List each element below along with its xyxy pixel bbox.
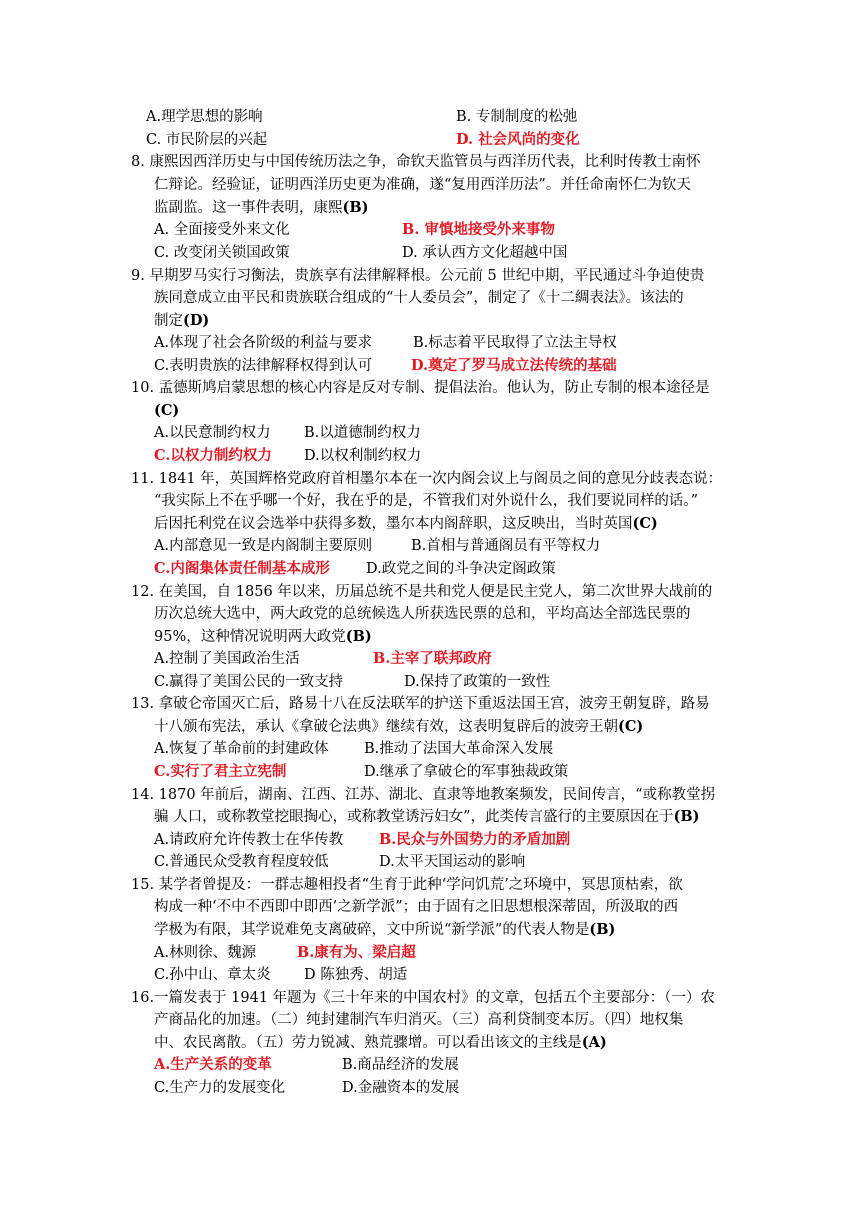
option-b: B. 专制制度的松弛: [456, 109, 578, 125]
option-b-correct: B.民众与外国势力的矛盾加剧: [379, 831, 571, 848]
option-b-correct: B.康有为、梁启超: [297, 944, 416, 961]
option-a: A.请政府允许传教士在华传教: [154, 832, 344, 848]
option-a: A.内部意见一致是内阁制主要原则: [154, 538, 373, 554]
option-c-correct: C.实行了君主立宪制: [154, 763, 287, 780]
option-b: B.商品经济的发展: [342, 1057, 459, 1073]
option-d: D. 承认西方文化超越中国: [402, 245, 568, 261]
option-d: D.太平天国运动的影响: [379, 854, 526, 870]
option-c: C. 改变闭关锁国政策: [154, 245, 290, 261]
option-a: A.恢复了革命前的封建政体: [154, 741, 329, 757]
answer-key: (B): [673, 808, 700, 825]
option-d: D.保持了政策的一致性: [404, 674, 551, 690]
option-c: C.孙中山、章太炎: [154, 967, 271, 983]
option-d: D.继承了拿破仑的军事独裁政策: [364, 764, 569, 780]
answer-key: (C): [618, 718, 644, 735]
option-a: A. 全面接受外来文化: [154, 222, 290, 238]
option-c: C.普通民众受教育程度较低: [154, 854, 329, 870]
answer-key: (C): [154, 402, 180, 419]
answer-key: (A): [581, 1034, 607, 1051]
answer-key: (B): [342, 199, 369, 216]
option-b: B.推动了法国大革命深入发展: [364, 741, 554, 757]
answer-key: (C): [632, 515, 658, 532]
option-b-correct: B.主宰了联邦政府: [373, 650, 492, 667]
option-a: A.控制了美国政治生活: [154, 651, 300, 667]
option-a: A.林则徐、魏源: [154, 945, 257, 961]
option-c-correct: C.内阁集体责任制基本成形: [154, 560, 330, 577]
answer-key: (B): [345, 628, 372, 645]
answer-key: (D): [183, 312, 210, 329]
option-b-correct: B. 审慎地接受外来事物: [402, 221, 555, 238]
option-a-correct: A.生产关系的变革: [154, 1056, 272, 1073]
option-a: A.体现了社会各阶级的利益与要求: [154, 335, 373, 351]
option-d-correct: D.奠定了罗马成立法传统的基础: [411, 357, 617, 374]
answer-key: (B): [589, 921, 616, 938]
option-b: B.首相与普通阁员有平等权力: [411, 538, 601, 554]
option-d: D.金融资本的发展: [342, 1080, 460, 1096]
option-a: A.以民意制约权力: [154, 425, 271, 441]
option-c: C.生产力的发展变化: [154, 1080, 286, 1096]
option-a: A.理学思想的影响: [146, 109, 263, 125]
option-b: B.标志着平民取得了立法主导权: [413, 335, 617, 351]
option-c: C.表明贵族的法律解释权得到认可: [154, 358, 373, 374]
option-c: C. 市民阶层的兴起: [146, 132, 268, 148]
option-c-correct: C.以权力制约权力: [154, 447, 272, 464]
option-d: D 陈独秀、胡适: [304, 967, 408, 983]
option-b: B.以道德制约权力: [304, 425, 421, 441]
option-c: C.赢得了美国公民的一致支持: [154, 674, 344, 690]
document-page: A.理学思想的影响 B. 专制制度的松弛 C. 市民阶层的兴起 D. 社会风尚的变化 8. 康熙因西洋历史与中国传统历法之争，命钦天监管员与西洋历代表，比利时传教士南怀 仁辩论。经验证，证明西洋历史更为准确，遂“复用西洋历法”。并任命南怀仁为钦天 监副监。这一事件表明，康熙(B) A. 全面接受外来文化 B. 审慎地接受外来事物 C. 改变闭关锁国政策 D. 承认西方文化超越中国 9. 早期罗马实行习衡法，贵族享有法律解释根。公元前 5 世纪中期，平民通过斗争迫使贵 族同意成立由平民和贵族联合组成的“十人委员会”，制定了《十二綢表法》。该法的 制定(D) A.体现了社会各阶级的利益与要求 B.标志着平民取得了立法主导权 C.表明贵族的法律解释权得到认可 D.奠定了罗马成立法传统的基础 10. 孟德斯鸠启蒙思想的核心内容是反对专制、提倡法治。他认为，防止专制的根本途径是 (C) A.以民意制约权力 B.以道德制约权力 C.以权力制约权力 D.以权利制约权力 11. 1841 年，英国辉格党政府首相墨尔本在一次内阁会议上与阁员之间的意见分歧表态说： “我实际上不在乎哪一个好，我在乎的是，不管我们对外说什么，我们要说同样的话。” 后因托利党在议会选举中获得多数，墨尔本内阁辞职，这反映出，当时英国(C) A.内部意见一致是内阁制主要原则 B.首相与普通阁员有平等权力 C.内阁集体责任制基本成形 D.政党之间的斗争决定阁政策 12. 在美国，自 1856 年以来，历届总统不是共和党人便是民主党人，第二次世界大战前的 历次总统大选中，两大政党的总统候选人所获选民票的总和，平均高达全部选民票的 95%，这种情况说明两大政党(B) A.控制了美国政治生活 B.主宰了联邦政府 C.赢得了美国公民的一致支持 D.保持了政策的一致性 13. 拿破仑帝国灭亡后，路易十八在反法联军的护送下重返法国王宫，波旁王朝复辟，路易 十八颁布宪法，承认《拿破仑法典》继续有效，这表明复辟后的波旁王朝(C) A.恢复了革命前的封建政体 B.推动了法国大革命深入发展 C.实行了君主立宪制 D.继承了拿破仑的军事独裁政策 14. 1870 年前后，湖南、江西、江苏、湖北、直隶等地教案频发，民间传言，“或称教堂拐 骗 人口，或称教堂挖眼掏心，或称教堂诱污妇女”，此类传言盛行的主要原因在于(B) A.请政府允许传教士在华传教 B.民众与外国势力的矛盾加剧 C.普通民众受教育程度较低 D.太平天国运动的影响 15. 某学者曾提及：一群志趣相投者“生育于此种‘学问饥荒’之环境中，冥思顶枯索，欲 构成一种‘不中不西即中即西’之新学派”；由于固有之旧思想根深蒂固，所汲取的西 学极为有限，其学说难免支离破碎，文中所说“新学派”的代表人物是(B) A.林则徐、魏源 B.康有为、梁启超 C.孙中山、章太炎 D 陈独秀、胡适 16.一篇发表于 1941 年题为《三十年来的中国农村》的文章，包括五个主要部分：（一）农 产商品化的加速。（二）纯封建制汽车归消灭。（三）高利贷制变本厉。（四）地权集 中、农民离散。（五）劳力锐减、熟荒骤增。可以看出该文的主线是(A) A.生产关系的变革 B.商品经济的发展 C.生产力的发展变化 D.金融资本的发展: [0, 0, 860, 1216]
option-d: D.以权利制约权力: [304, 448, 422, 464]
option-d-correct: D. 社会风尚的变化: [456, 131, 580, 148]
option-d: D.政党之间的斗争决定阁政策: [366, 561, 556, 577]
